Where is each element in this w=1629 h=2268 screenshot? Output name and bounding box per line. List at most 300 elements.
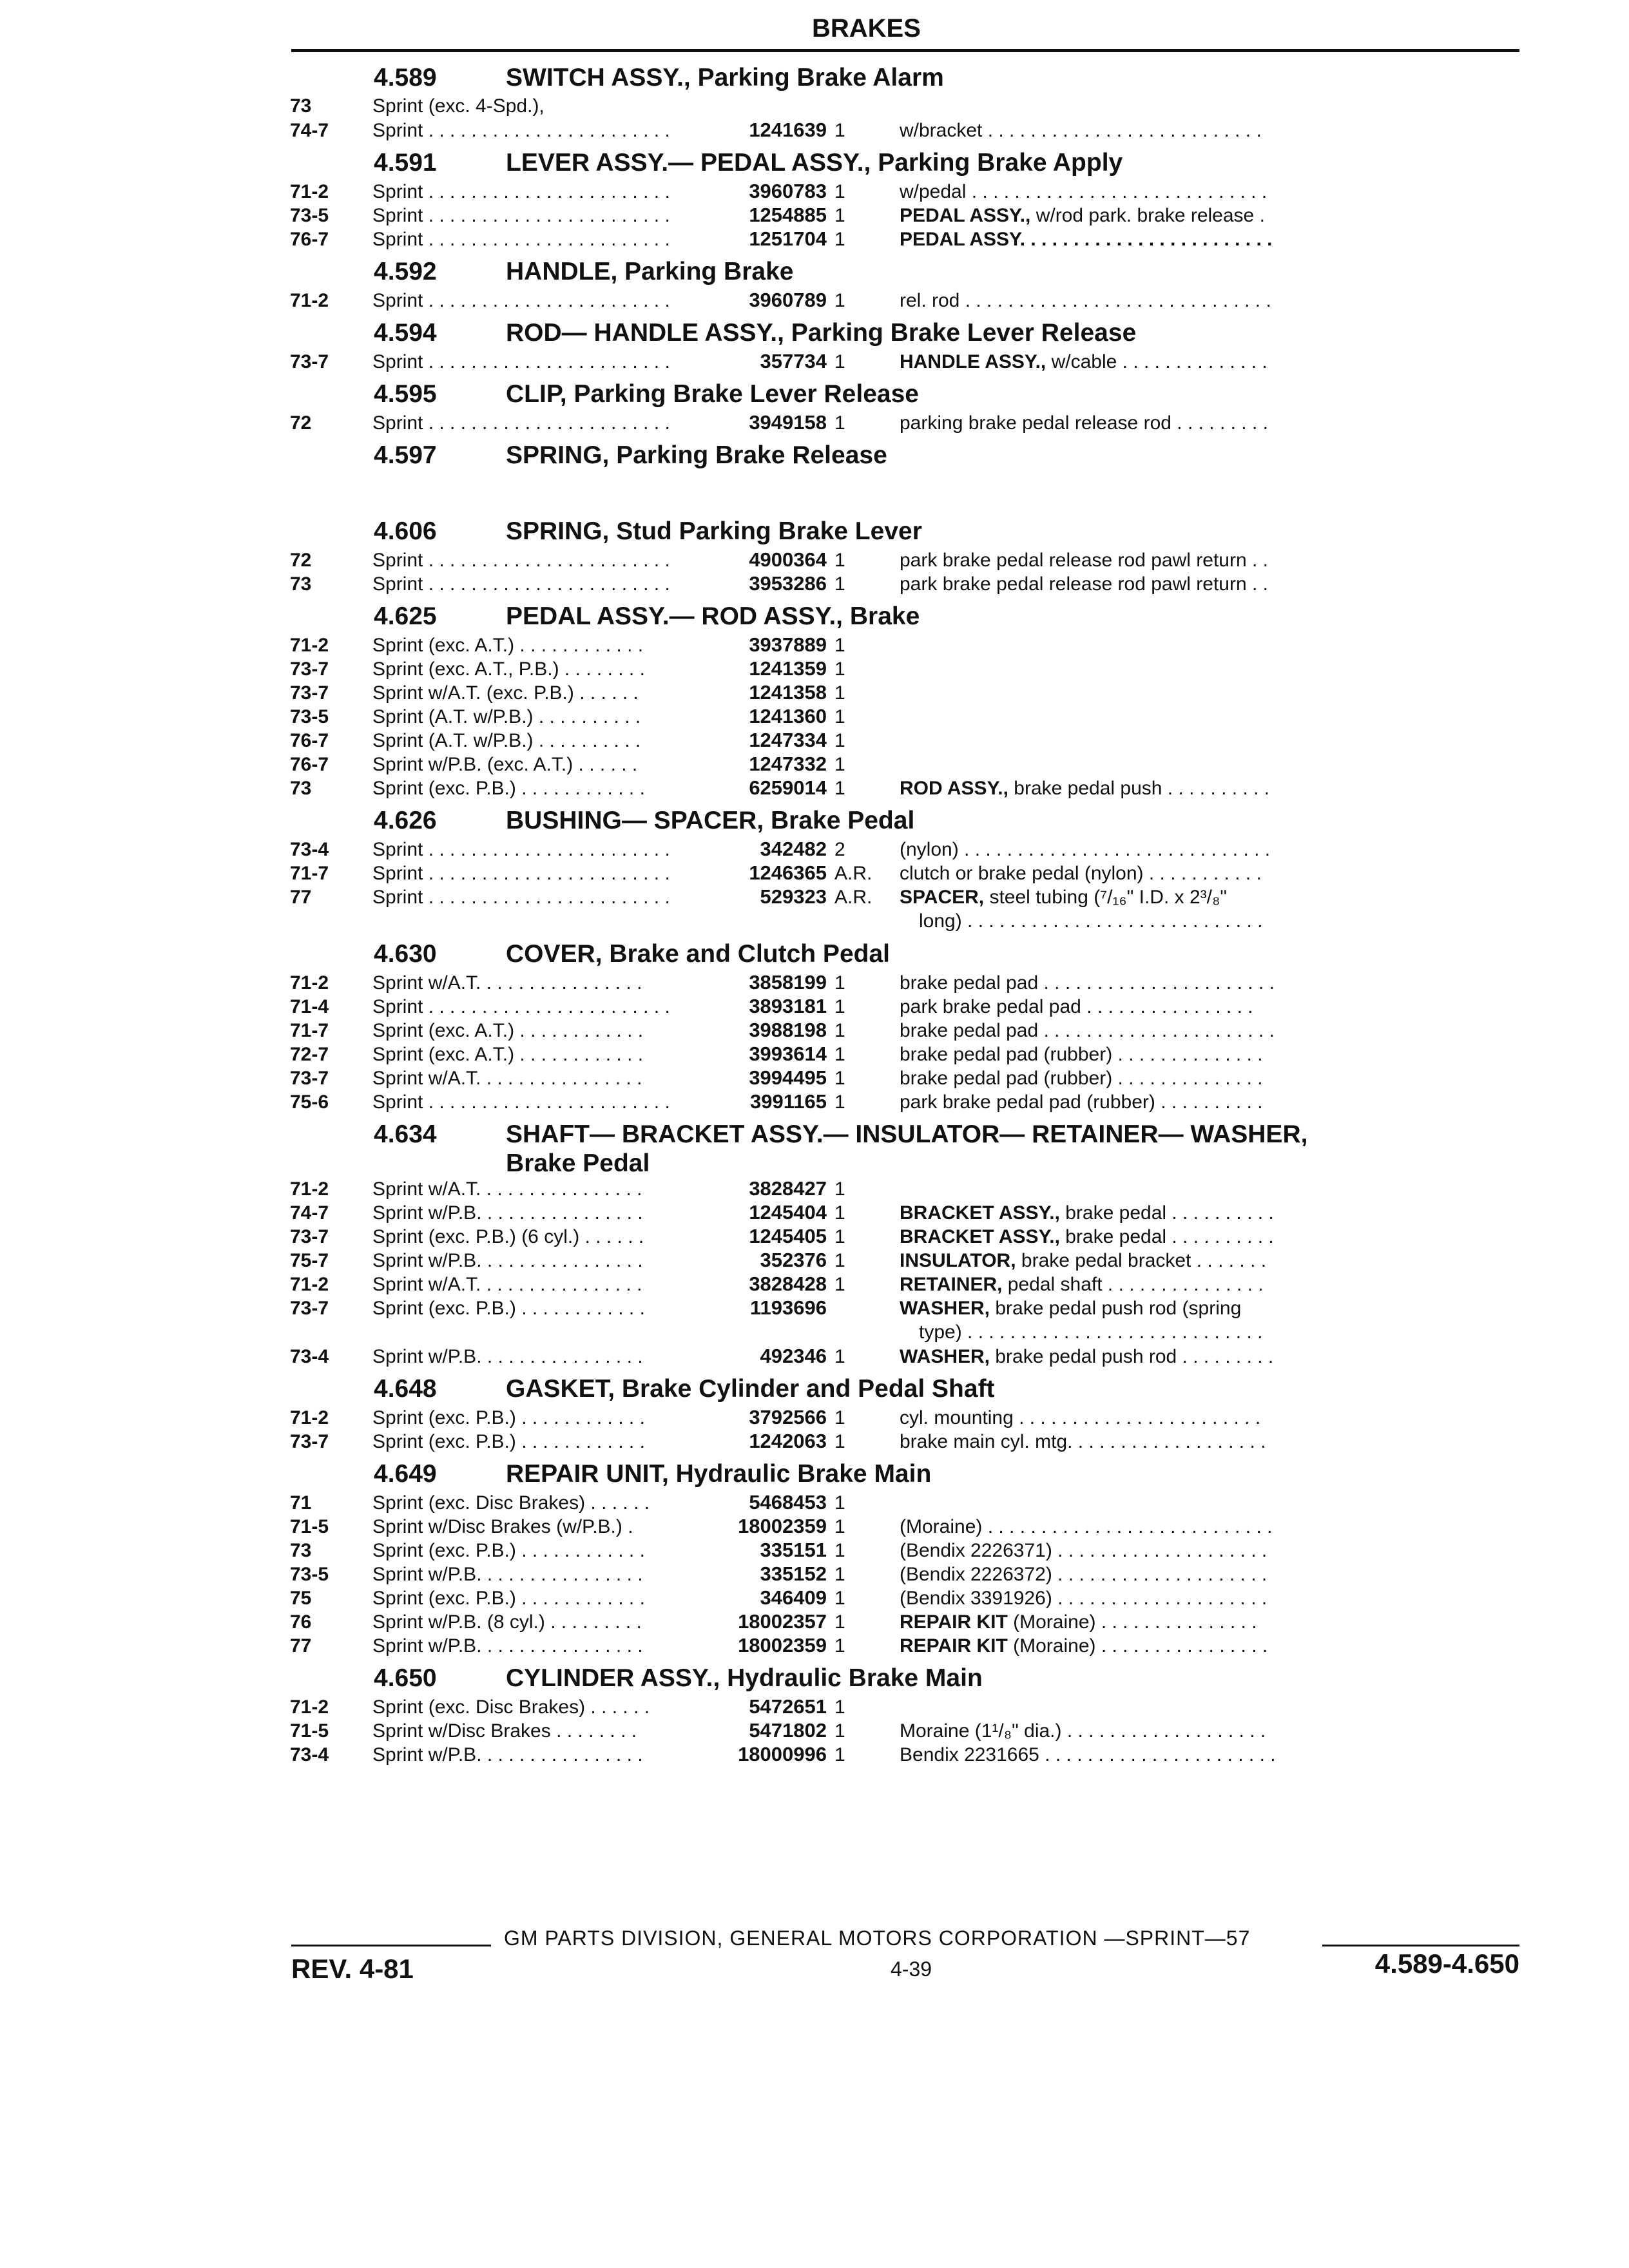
part-row (290, 1018, 1534, 1042)
application: Sprint w/P.B. (exc. A.T.) . . . . . . (372, 754, 638, 775)
quantity: 1 (834, 1020, 845, 1041)
section-title: ROD— HANDLE ASSY., Parking Brake Lever Release (506, 319, 1137, 347)
application: Sprint . . . . . . . . . . . . . . . . . . . . . . . (372, 1091, 670, 1113)
note-line: Bendix 2231665 . . . . . . . . . . . . . . . . . . . . . . (900, 1744, 1276, 1765)
note-line: ROD ASSY., brake pedal push . . . . . . . . . . (900, 778, 1270, 799)
quantity: 1 (834, 778, 845, 799)
parts-section (290, 378, 1534, 434)
note-line: cyl. mounting . . . . . . . . . . . . . . . . . . . . . . . (900, 1407, 1261, 1428)
parts-section (290, 938, 1534, 1113)
model-years: 71-4 (290, 996, 329, 1017)
model-years: 71-2 (290, 635, 329, 656)
part-row (290, 548, 1534, 572)
part-number: 342482 (760, 838, 827, 860)
note-line: SPACER, steel tubing (⁷/₁₆" I.D. x 2³/₈" (900, 887, 1228, 908)
part-number: 5472651 (749, 1695, 827, 1718)
quantity: 1 (834, 754, 845, 775)
quantity: 1 (834, 1611, 845, 1633)
application: Sprint . . . . . . . . . . . . . . . . . . . . . . . (372, 351, 670, 372)
application: Sprint w/P.B. . . . . . . . . . . . . . . . (372, 1744, 643, 1765)
application: Sprint . . . . . . . . . . . . . . . . . . . . . . . (372, 573, 670, 595)
note-line: PEDAL ASSY. . . . . . . . . . . . . . . . . . . . . . . . (900, 229, 1273, 250)
part-row (290, 203, 1534, 227)
note-line: WASHER, brake pedal push rod (spring (900, 1298, 1242, 1319)
application: Sprint (exc. P.B.) . . . . . . . . . . . . (372, 1540, 645, 1561)
note-line: (Moraine) . . . . . . . . . . . . . . . . . . . . . . . . . . . (900, 1516, 1273, 1537)
parts-section (290, 256, 1534, 312)
model-years: 71 (290, 1492, 312, 1514)
application: Sprint (exc. A.T.) . . . . . . . . . . . . (372, 635, 644, 656)
model-years: 74-7 (290, 120, 329, 141)
parts-list (290, 62, 1534, 1771)
note-line: REPAIR KIT (Moraine) . . . . . . . . . . . . . . . . (900, 1635, 1268, 1657)
quantity: 1 (834, 1178, 845, 1200)
part-number: 352376 (760, 1249, 827, 1271)
note-line: long) . . . . . . . . . . . . . . . . . . . . . . . . . . . . (919, 910, 1263, 932)
quantity: 1 (834, 1744, 845, 1765)
part-row (290, 410, 1534, 434)
section-number: 4.589 (374, 64, 437, 91)
application: Sprint (exc. P.B.) . . . . . . . . . . . . (372, 1431, 645, 1452)
notes (888, 1249, 1352, 1273)
part-number: 3993614 (749, 1043, 827, 1065)
application: Sprint (exc. P.B.) . . . . . . . . . . . . (372, 778, 645, 799)
model-years: 73-4 (290, 1346, 329, 1367)
model-years: 71-2 (290, 290, 329, 311)
model-years: 73 (290, 95, 312, 117)
application: Sprint . . . . . . . . . . . . . . . . . . . . . . . (372, 181, 670, 202)
part-number: 1242063 (749, 1430, 827, 1452)
quantity: 1 (834, 1540, 845, 1561)
page-number: 4-39 (891, 1957, 932, 1981)
model-years: 75 (290, 1588, 312, 1609)
part-row (290, 680, 1534, 704)
quantity: 1 (834, 205, 845, 226)
section-number: 4.649 (374, 1460, 437, 1488)
note-line: clutch or brake pedal (nylon) . . . . . . . . . . . (900, 863, 1262, 884)
model-years: 73-7 (290, 658, 329, 680)
part-number: 3792566 (749, 1406, 827, 1428)
model-years: 73 (290, 573, 312, 595)
section-number: 4.625 (374, 602, 437, 630)
model-years: 71-2 (290, 972, 329, 994)
part-row (290, 1562, 1534, 1586)
part-number: 1247332 (749, 753, 827, 775)
parts-section (290, 439, 1534, 510)
model-years: 71-2 (290, 181, 329, 202)
part-row (290, 1066, 1534, 1090)
quantity: 1 (834, 1431, 845, 1452)
section-title: BUSHING— SPACER, Brake Pedal (506, 807, 915, 834)
application: Sprint w/A.T. . . . . . . . . . . . . . . . (372, 1178, 642, 1200)
quantity: 1 (834, 972, 845, 994)
quantity: A.R. (834, 887, 872, 908)
part-number: 3953286 (749, 572, 827, 595)
application: Sprint . . . . . . . . . . . . . . . . . . . . . . . (372, 839, 670, 860)
application: Sprint (exc. Disc Brakes) . . . . . . (372, 1492, 650, 1514)
model-years: 76-7 (290, 730, 329, 751)
section-number: 4.595 (374, 380, 437, 408)
note-line: Moraine (1¹/₈" dia.) . . . . . . . . . . . . . . . . . . . (900, 1720, 1266, 1742)
part-row (290, 1224, 1534, 1248)
section-title: LEVER ASSY.— PEDAL ASSY., Parking Brake Apply (506, 149, 1123, 177)
quantity: 1 (834, 1274, 845, 1295)
notes (888, 548, 1352, 572)
part-number: 1241358 (749, 681, 827, 704)
part-row (290, 94, 1534, 118)
quantity: 1 (834, 1588, 845, 1609)
quantity: 1 (834, 706, 845, 727)
section-title: SHAFT— BRACKET ASSY.— INSULATOR— RETAINER— WASHER, (506, 1120, 1308, 1148)
revision-label: REV. 4-81 (291, 1954, 414, 1984)
quantity: 1 (834, 1516, 845, 1537)
part-row (290, 1405, 1534, 1429)
section-title: CYLINDER ASSY., Hydraulic Brake Main (506, 1664, 983, 1692)
note-line: w/bracket . . . . . . . . . . . . . . . . . . . . . . . . . . (900, 120, 1262, 141)
notes (888, 1586, 1352, 1610)
parts-section (290, 1458, 1534, 1657)
note-line: BRACKET ASSY., brake pedal . . . . . . . . . . (900, 1226, 1274, 1247)
note-line: type) . . . . . . . . . . . . . . . . . . . . . . . . . . . . (919, 1321, 1263, 1343)
note-line: INSULATOR, brake pedal bracket . . . . . . . (900, 1250, 1267, 1271)
application: Sprint w/P.B. . . . . . . . . . . . . . . . (372, 1202, 643, 1224)
section-number: 4.626 (374, 807, 437, 834)
part-number: 357734 (760, 350, 827, 372)
application: Sprint . . . . . . . . . . . . . . . . . . . . . . . (372, 120, 670, 141)
quantity: 1 (834, 1407, 845, 1428)
application: Sprint (exc. P.B.) . . . . . . . . . . . . (372, 1407, 645, 1428)
parts-section (290, 805, 1534, 933)
note-line: RETAINER, pedal shaft . . . . . . . . . . . . . . . (900, 1274, 1264, 1295)
part-row (290, 1042, 1534, 1066)
note-line: PEDAL ASSY., w/rod park. brake release . (900, 205, 1265, 226)
part-number: 529323 (760, 885, 827, 908)
notes (888, 227, 1352, 251)
quantity: 1 (834, 1068, 845, 1089)
note-line: brake main cyl. mtg. . . . . . . . . . . . . . . . . . . (900, 1431, 1266, 1452)
application: Sprint (exc. A.T.) . . . . . . . . . . . . (372, 1020, 644, 1041)
model-years: 73 (290, 1540, 312, 1561)
part-row (290, 704, 1534, 728)
footer-rule-right (1322, 1945, 1519, 1946)
quantity: 1 (834, 1696, 845, 1718)
parts-section (290, 515, 1534, 595)
section-heading (290, 938, 1534, 970)
application: Sprint w/P.B. . . . . . . . . . . . . . . . (372, 1564, 643, 1585)
part-row (290, 1344, 1534, 1368)
part-row (290, 349, 1534, 373)
section-number: 4.592 (374, 258, 437, 285)
notes (888, 411, 1352, 435)
section-title: CLIP, Parking Brake Lever Release (506, 380, 919, 408)
application: Sprint . . . . . . . . . . . . . . . . . . . . . . . (372, 205, 670, 226)
model-years: 72 (290, 412, 312, 434)
model-years: 73-7 (290, 1068, 329, 1089)
section-heading (290, 147, 1534, 179)
notes (888, 180, 1352, 204)
notes (888, 1539, 1352, 1562)
part-row (290, 288, 1534, 312)
quantity: 2 (834, 839, 845, 860)
application: Sprint (exc. 4-Spd.), (372, 95, 545, 117)
model-years: 73-7 (290, 682, 329, 704)
part-row (290, 1200, 1534, 1224)
notes (888, 971, 1352, 995)
note-line: BRACKET ASSY., brake pedal . . . . . . . . . . (900, 1202, 1274, 1224)
parts-section (290, 147, 1534, 251)
note-line: park brake pedal release rod pawl return . . (900, 550, 1268, 571)
application: Sprint (exc. P.B.) . . . . . . . . . . . . (372, 1588, 645, 1609)
part-number: 3988198 (749, 1019, 827, 1041)
part-row (290, 1177, 1534, 1200)
model-years: 73-7 (290, 1431, 329, 1452)
part-row (290, 1490, 1534, 1514)
notes (888, 1743, 1352, 1767)
note-line: WASHER, brake pedal push rod . . . . . . . . . (900, 1346, 1274, 1367)
part-number: 1251704 (749, 227, 827, 250)
parts-section (290, 1119, 1534, 1368)
part-row (290, 861, 1534, 885)
note-line: park brake pedal release rod pawl return . . (900, 573, 1268, 595)
part-row (290, 227, 1534, 251)
application: Sprint w/A.T. . . . . . . . . . . . . . . . (372, 972, 642, 994)
model-years: 71-7 (290, 863, 329, 884)
quantity: 1 (834, 1720, 845, 1742)
footer-rule-left (291, 1945, 491, 1946)
quantity: A.R. (834, 863, 872, 884)
part-row (290, 1538, 1534, 1562)
quantity: 1 (834, 1250, 845, 1271)
section-heading (290, 439, 1534, 472)
part-number: 6259014 (749, 776, 827, 799)
model-years: 73-5 (290, 706, 329, 727)
quantity: 1 (834, 1226, 845, 1247)
part-row (290, 657, 1534, 680)
notes (888, 350, 1352, 374)
model-years: 77 (290, 887, 312, 908)
notes (888, 204, 1352, 227)
note-line: parking brake pedal release rod . . . . . . . . . (900, 412, 1268, 434)
quantity: 1 (834, 996, 845, 1017)
application: Sprint (exc. Disc Brakes) . . . . . . (372, 1696, 650, 1718)
part-row (290, 885, 1534, 933)
model-years: 71-2 (290, 1696, 329, 1718)
notes (888, 1225, 1352, 1249)
quantity: 1 (834, 1202, 845, 1224)
application: Sprint w/A.T. . . . . . . . . . . . . . . . (372, 1068, 642, 1089)
notes (888, 1273, 1352, 1296)
quantity: 1 (834, 635, 845, 656)
section-heading (290, 1119, 1534, 1151)
model-years: 71-2 (290, 1274, 329, 1295)
parts-section (290, 1662, 1534, 1766)
part-number: 3960789 (749, 289, 827, 311)
model-years: 76 (290, 1611, 312, 1633)
notes (888, 1201, 1352, 1225)
model-years: 73-5 (290, 1564, 329, 1585)
page-title: BRAKES (812, 14, 921, 43)
part-row (290, 1296, 1534, 1344)
part-number: 1254885 (749, 204, 827, 226)
part-number: 492346 (760, 1345, 827, 1367)
part-row (290, 1272, 1534, 1296)
notes (888, 838, 1352, 861)
model-years: 72-7 (290, 1044, 329, 1065)
part-row (290, 837, 1534, 861)
quantity: 1 (834, 1564, 845, 1585)
part-number: 1245405 (749, 1225, 827, 1247)
quantity: 1 (834, 229, 845, 250)
model-years: 73-4 (290, 1744, 329, 1765)
note-line: park brake pedal pad . . . . . . . . . . . . . . . . (900, 996, 1253, 1017)
model-years: 71-2 (290, 1178, 329, 1200)
part-row (290, 752, 1534, 776)
section-title: SPRING, Stud Parking Brake Lever (506, 517, 922, 545)
part-row (290, 1429, 1534, 1453)
notes (888, 1610, 1352, 1634)
quantity: 1 (834, 412, 845, 434)
quantity: 1 (834, 658, 845, 680)
part-number: 1245404 (749, 1201, 827, 1224)
section-heading (290, 1662, 1534, 1695)
application: Sprint w/P.B. . . . . . . . . . . . . . . . (372, 1250, 643, 1271)
application: Sprint w/A.T. (exc. P.B.) . . . . . . (372, 682, 639, 704)
application: Sprint (exc. A.T., P.B.) . . . . . . . . (372, 658, 645, 680)
part-row (290, 1248, 1534, 1272)
quantity: 1 (834, 682, 845, 704)
part-number: 3828428 (749, 1273, 827, 1295)
application: Sprint . . . . . . . . . . . . . . . . . . . . . . . (372, 412, 670, 434)
section-heading (290, 515, 1534, 548)
model-years: 76-7 (290, 229, 329, 250)
application: Sprint . . . . . . . . . . . . . . . . . . . . . . . (372, 996, 670, 1017)
part-number: 3893181 (749, 995, 827, 1017)
application: Sprint w/Disc Brakes (w/P.B.) . (372, 1516, 633, 1537)
note-line: park brake pedal pad (rubber) . . . . . . . . . . (900, 1091, 1263, 1113)
part-row (290, 994, 1534, 1018)
part-row (290, 1610, 1534, 1633)
part-row (290, 1742, 1534, 1766)
model-years: 73-7 (290, 1298, 329, 1319)
section-title: PEDAL ASSY.— ROD ASSY., Brake (506, 602, 920, 630)
part-row (290, 728, 1534, 752)
part-row (290, 1718, 1534, 1742)
part-number: 1241359 (749, 657, 827, 680)
application: Sprint (exc. A.T.) . . . . . . . . . . . . (372, 1044, 644, 1065)
part-number: 335152 (760, 1562, 827, 1585)
part-number: 3960783 (749, 180, 827, 202)
note-line: (Bendix 2226372) . . . . . . . . . . . . . . . . . . . . (900, 1564, 1268, 1585)
model-years: 71-5 (290, 1516, 329, 1537)
part-number: 3949158 (749, 411, 827, 434)
parts-section (290, 1373, 1534, 1453)
part-number: 18002359 (738, 1515, 827, 1537)
header-rule (291, 49, 1519, 52)
notes (888, 1019, 1352, 1043)
part-number: 18002359 (738, 1634, 827, 1657)
part-number: 18002357 (738, 1610, 827, 1633)
model-years: 73-4 (290, 839, 329, 860)
part-number: 1193696 (750, 1296, 827, 1319)
part-number: 18000996 (738, 1743, 827, 1765)
application: Sprint (exc. P.B.) (6 cyl.) . . . . . . (372, 1226, 644, 1247)
model-years: 77 (290, 1635, 312, 1657)
section-heading (290, 1373, 1534, 1405)
section-number: 4.650 (374, 1664, 437, 1692)
section-number: 4.597 (374, 441, 437, 469)
notes (888, 572, 1352, 596)
notes (888, 1345, 1352, 1369)
section-heading (290, 601, 1534, 633)
note-line: brake pedal pad . . . . . . . . . . . . . . . . . . . . . . (900, 1020, 1275, 1041)
quantity: 1 (834, 1492, 845, 1514)
application: Sprint (A.T. w/P.B.) . . . . . . . . . . (372, 706, 641, 727)
quantity: 1 (834, 120, 845, 141)
section-title: SWITCH ASSY., Parking Brake Alarm (506, 64, 944, 91)
note-line: REPAIR KIT (Moraine) . . . . . . . . . . . . . . . (900, 1611, 1257, 1633)
application: Sprint . . . . . . . . . . . . . . . . . . . . . . . (372, 550, 670, 571)
application: Sprint w/Disc Brakes . . . . . . . . (372, 1720, 637, 1742)
application: Sprint w/P.B. . . . . . . . . . . . . . . . (372, 1635, 643, 1657)
notes (888, 861, 1352, 885)
section-number: 4.634 (374, 1120, 437, 1148)
application: Sprint . . . . . . . . . . . . . . . . . . . . . . . (372, 229, 670, 250)
section-heading (290, 378, 1534, 410)
section-heading (290, 1458, 1534, 1490)
model-years: 73-7 (290, 351, 329, 372)
notes (888, 1043, 1352, 1066)
model-years: 76-7 (290, 754, 329, 775)
notes (888, 776, 1352, 800)
part-number: 1241360 (749, 705, 827, 727)
part-number: 3994495 (749, 1066, 827, 1089)
section-heading (290, 62, 1534, 94)
section-heading (290, 317, 1534, 349)
part-number: 4900364 (749, 548, 827, 571)
section-title: REPAIR UNIT, Hydraulic Brake Main (506, 1460, 932, 1488)
parts-section (290, 62, 1534, 142)
note-line: (Bendix 3391926) . . . . . . . . . . . . . . . . . . . . (900, 1588, 1268, 1609)
quantity: 1 (834, 573, 845, 595)
part-number: 3991165 (750, 1090, 827, 1113)
model-years: 73 (290, 778, 312, 799)
note-line: (Bendix 2226371) . . . . . . . . . . . . . . . . . . . . (900, 1540, 1268, 1561)
note-line: brake pedal pad (rubber) . . . . . . . . . . . . . . (900, 1068, 1263, 1089)
section-number: 4.606 (374, 517, 437, 545)
part-row (290, 1514, 1534, 1538)
application: Sprint . . . . . . . . . . . . . . . . . . . . . . . (372, 290, 670, 311)
notes (888, 1634, 1352, 1658)
part-number: 346409 (760, 1586, 827, 1609)
section-title: COVER, Brake and Clutch Pedal (506, 940, 890, 968)
notes (888, 1562, 1352, 1586)
model-years: 74-7 (290, 1202, 329, 1224)
quantity: 1 (834, 730, 845, 751)
parts-section (290, 317, 1534, 373)
part-number: 1241639 (749, 119, 827, 141)
quantity: 1 (834, 351, 845, 372)
note-line: w/pedal . . . . . . . . . . . . . . . . . . . . . . . . . . . . (900, 181, 1268, 202)
application: Sprint w/P.B. (8 cyl.) . . . . . . . . . (372, 1611, 642, 1633)
part-row (290, 970, 1534, 994)
quantity: 1 (834, 181, 845, 202)
part-number: 3858199 (749, 971, 827, 994)
section-number: 4.591 (374, 149, 437, 177)
notes (888, 1090, 1352, 1114)
section-number: 4.648 (374, 1375, 437, 1403)
section-title: SPRING, Parking Brake Release (506, 441, 887, 469)
quantity: 1 (834, 1044, 845, 1065)
